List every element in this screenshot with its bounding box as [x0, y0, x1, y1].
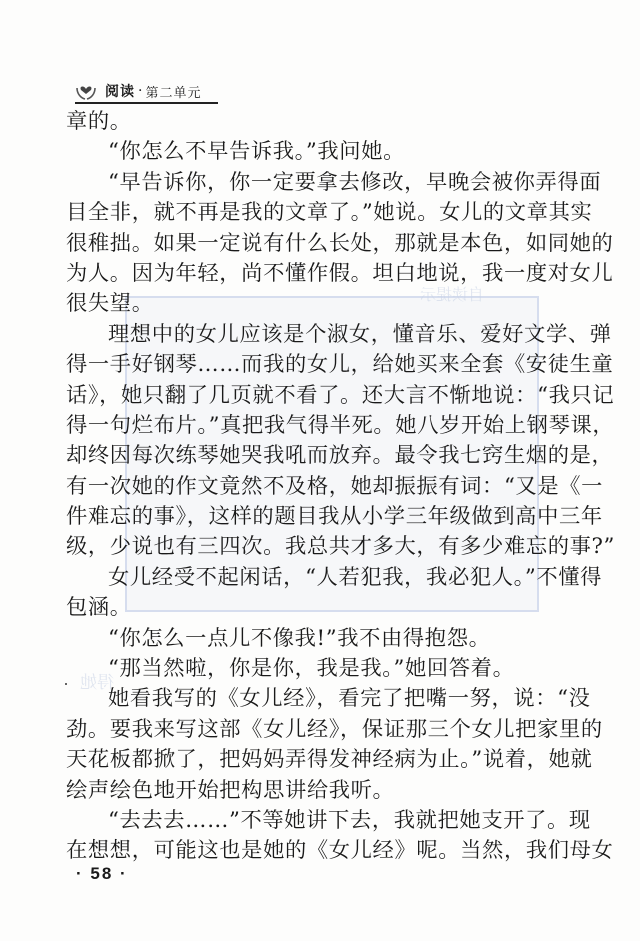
text-line: 章的。	[66, 109, 132, 134]
open-hands-heart-icon	[75, 82, 97, 100]
text-line: 件难忘的事》，这样的题目我从小学三年级做到高中三年	[66, 504, 603, 530]
header-separator: ·	[138, 83, 143, 99]
text-line: 得一手好钢琴……而我的女儿，给她买来全套《安徒生童	[66, 352, 614, 378]
text-line: 天花板都掀了，把妈妈弄得发神经病为止。”说着，她就	[66, 747, 593, 773]
text-line: 得一句烂布片。”真把我气得半死。她八岁开始上钢琴课，	[66, 412, 615, 438]
text-line: 包涵。	[66, 595, 132, 621]
body-text	[66, 107, 616, 867]
text-line: “去去去……”不等她讲下去，我就把她支开了。现	[108, 807, 591, 833]
text-line: 有一次她的作文竟然不及格，她却振振有词：“又是《一	[66, 473, 604, 499]
page-header	[75, 80, 218, 104]
text-line: 目全非，就不再是我的文章了。”她说。女儿的文章其实	[66, 200, 593, 226]
text-line: “你怎么一点儿不像我!”我不由得抱怨。	[108, 625, 491, 651]
text-line: “你怎么不早告诉我。”我问她。	[108, 139, 405, 165]
text-line: 话》，她只翻了几页就不看了。还大言不惭地说：“我只记	[66, 382, 615, 408]
bleed-through-fragment: 得她	[80, 673, 114, 693]
unit-label: 第二单元	[145, 85, 202, 101]
page-number: · 58 ·	[76, 864, 128, 883]
text-line: 在想想，可能这也是她的《女儿经》呢。当然，我们母女	[66, 838, 614, 864]
text-line: “那当然啦，你是你，我是我。”她回答着。	[108, 656, 515, 682]
text-line: 绘声绘色地开始把构思讲给我听。	[66, 777, 395, 803]
text-line: 女儿经受不起闲话，“人若犯我，我必犯人。”不懂得	[108, 564, 603, 590]
text-line: 级，少说也有三四次。我总共才多大，有多少难忘的事?”	[66, 534, 616, 560]
text-line: 劲。要我来写这部《女儿经》，保证那三个女儿把家里的	[66, 716, 603, 742]
section-title: 阅读	[105, 84, 135, 100]
print-speck	[65, 683, 67, 685]
text-line: 很失望。	[66, 291, 154, 317]
bleed-through-box-label: 自读提示	[420, 285, 485, 304]
text-line: 很稚拙。如果一定说有什么长处，那就是本色，如同她的	[66, 230, 614, 256]
text-line: 却终因每次练琴她哭我吼而放弃。最令我七窍生烟的是，	[66, 443, 614, 469]
text-line: 理想中的女儿应该是个淑女，懂音乐、爱好文学、弹	[108, 321, 612, 347]
text-line: 她看我写的《女儿经》，看完了把嘴一努，说：“没	[108, 686, 591, 712]
text-line: 为人。因为年轻，尚不懂作假。坦白地说，我一度对女儿	[66, 260, 614, 286]
text-line: “早告诉你，你一定要拿去修改，早晚会被你弄得面	[108, 169, 602, 195]
